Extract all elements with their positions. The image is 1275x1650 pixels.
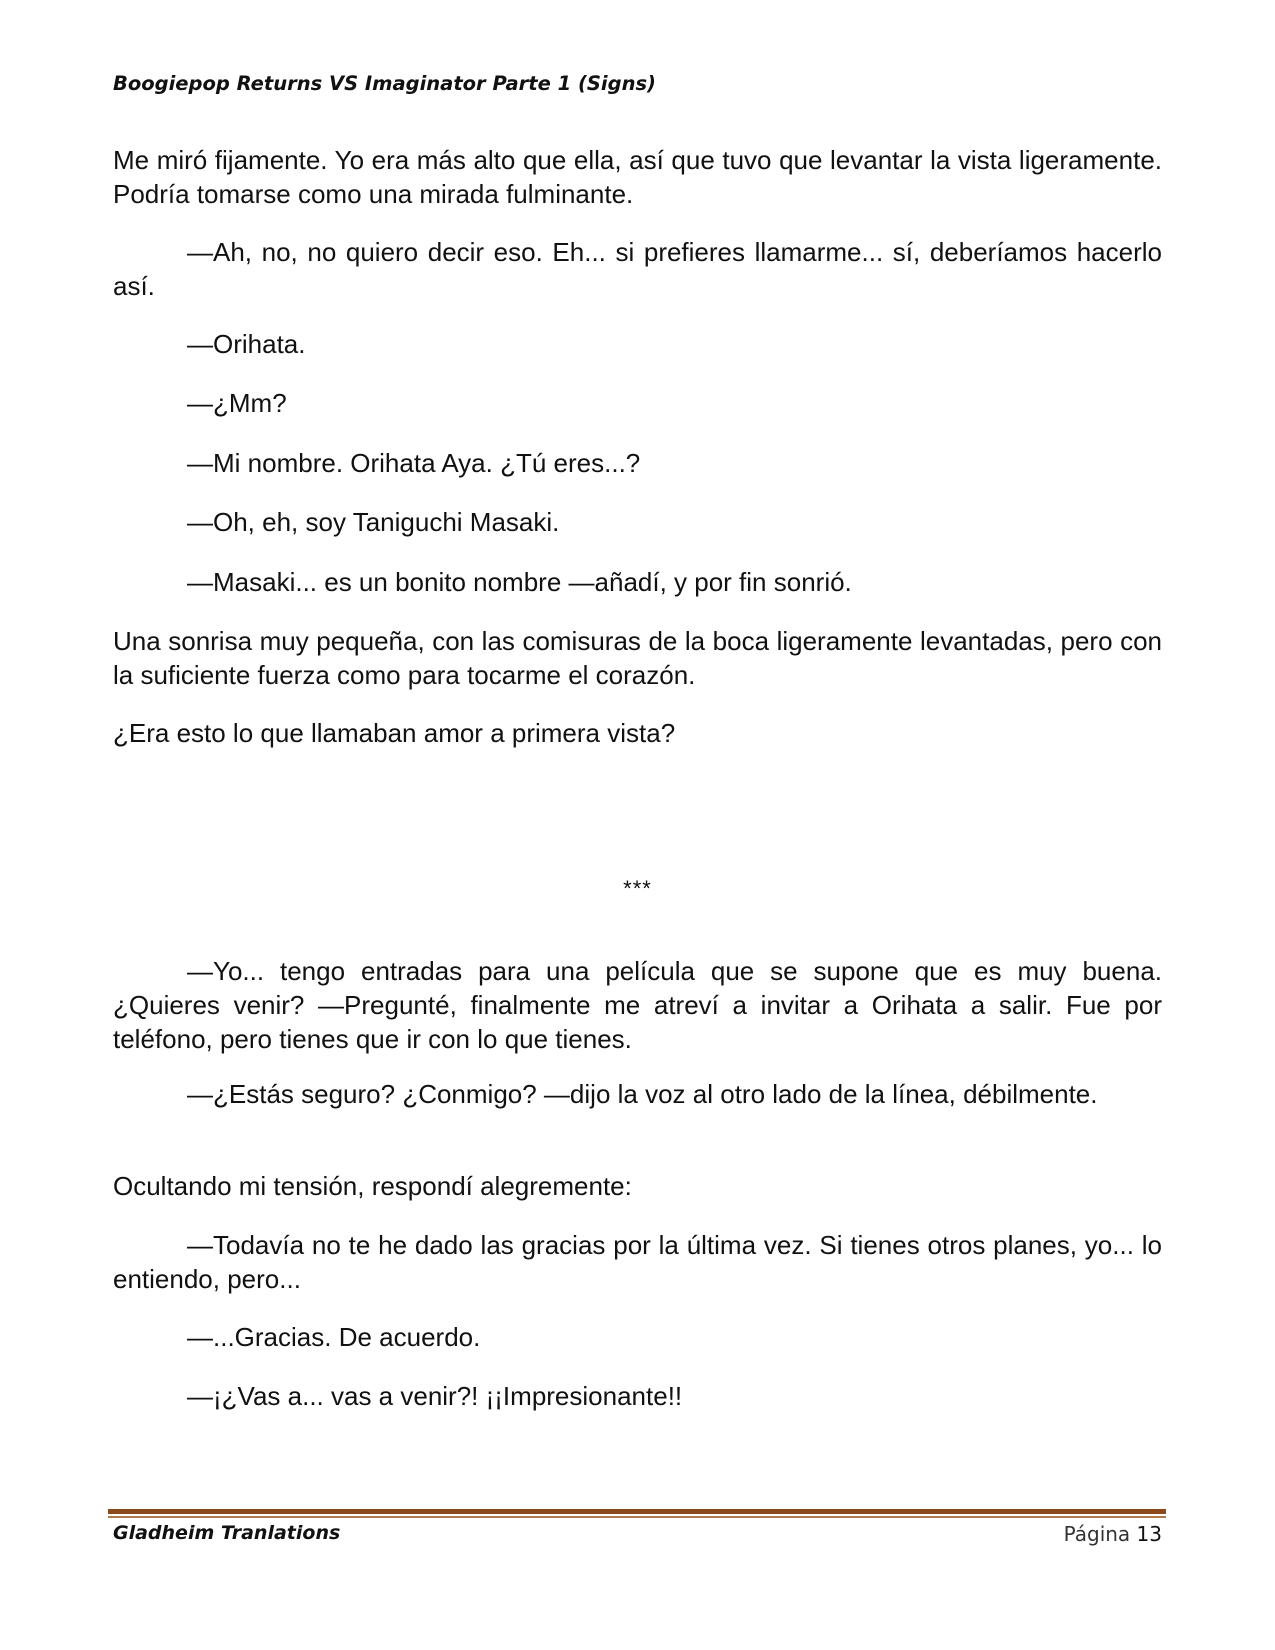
page-number	[1064, 1522, 1162, 1546]
paragraph: —Oh, eh, soy Taniguchi Masaki.	[187, 507, 560, 537]
paragraph: —Todavía no te he dado las gracias por la última vez. Si tienes otros planes, yo... lo entiendo, pero...	[113, 1230, 1162, 1294]
paragraph: Una sonrisa muy pequeña, con las comisuras de la boca ligeramente levantadas, pero con la suficiente fuerza como para tocarme el corazón.	[113, 626, 1162, 690]
paragraph: —Yo... tengo entradas para una película que se supone que es muy buena. ¿Quieres venir? —Pregunté, finalmente me atreví a invitar a Orihata a salir. Fue por teléfono, pero tienes que ir con lo que tienes.	[113, 956, 1162, 1054]
footer-credit: Gladheim Tranlations	[113, 1522, 341, 1544]
paragraph: —¿Estás seguro? ¿Conmigo? —dijo la voz al otro lado de la línea, débilmente.	[187, 1079, 1098, 1109]
paragraph: —Mi nombre. Orihata Aya. ¿Tú eres...?	[187, 448, 641, 478]
paragraph: Ocultando mi tensión, respondí alegremente:	[113, 1171, 632, 1201]
paragraph: —Ah, no, no quiero decir eso. Eh... si prefieres llamarme... sí, deberíamos hacerlo así.	[113, 237, 1162, 301]
scene-separator: ***	[623, 876, 652, 901]
page-number-value: 13	[1136, 1522, 1162, 1546]
paragraph: —Masaki... es un bonito nombre —añadí, y por fin sonrió.	[187, 567, 852, 597]
paragraph: —¡¿Vas a... vas a venir?! ¡¡Impresionante!!	[187, 1381, 683, 1411]
footer-rule-thick	[108, 1509, 1166, 1514]
paragraph: ¿Era esto lo que llamaban amor a primera vista?	[113, 718, 676, 748]
footer-rule-thin	[108, 1516, 1166, 1518]
paragraph: Me miró fijamente. Yo era más alto que ella, así que tuvo que levantar la vista ligeramente. Podría tomarse como una mirada fulminante.	[113, 145, 1162, 209]
page-header-title: Boogiepop Returns VS Imaginator Parte 1 (Signs)	[113, 72, 656, 95]
paragraph: —Orihata.	[187, 329, 306, 359]
page-label: Página	[1063, 1522, 1131, 1546]
paragraph: —...Gracias. De acuerdo.	[187, 1322, 481, 1352]
paragraph: —¿Mm?	[187, 388, 287, 418]
